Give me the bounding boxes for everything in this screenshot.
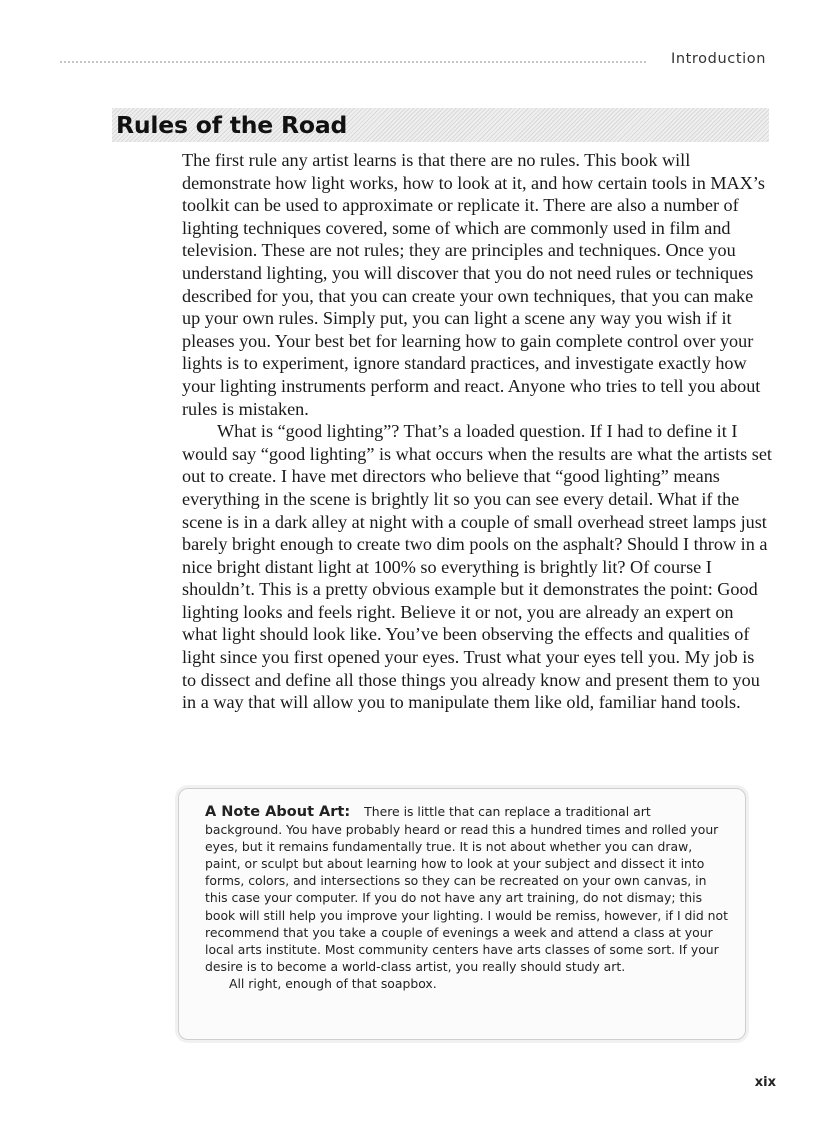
running-head xyxy=(60,50,766,72)
body-text xyxy=(182,149,772,714)
section-heading-band xyxy=(112,108,769,142)
page-number: xix xyxy=(754,1075,776,1090)
running-head-title: Introduction xyxy=(670,51,766,67)
note-box xyxy=(178,788,746,1040)
note-text: There is little that can replace a traditional art background. You have probably heard or read this a hundred times and rolled your eyes, but it remains fundamentally true. It is not about whether you can draw, paint, or sculpt but about learning how to look at your subject and dissect it into forms, colors, and intersections so they can be recreated on your own canvas, in this case your computer. If you do not have any art training, do not dismay; this book will still help you improve your lighting. I would be remiss, however, if I did not recommend that you take a couple of evenings a week and attend a class at your local arts institute. Most community centers have arts classes of some sort. If your desire is to become a world-class artist, you really should study art. xyxy=(205,804,728,974)
note-paragraph xyxy=(205,803,729,975)
note-title: A Note About Art: xyxy=(205,804,351,820)
dotted-leader xyxy=(60,61,646,63)
body-paragraph: What is “good lighting”? That’s a loaded question. If I had to define it I would say “good lighting” is what occurs when the results are what the artists set out to create. I have met directors who believe that “good lighting” means everything in the scene is brightly lit so you can see every detail. What if the scene is in a dark alley at night with a couple of small overhead street lamps just barely bright enough to create two dim pools on the asphalt? Should I throw in a nice bright distant light at 100% so everything is brightly lit? Of course I shouldn’t. This is a pretty obvious example but it demonstrates the point: Good lighting looks and feels right. Believe it or not, you are already an expert on what light should look like. You’ve been observing the effects and qualities of light since you first opened your eyes. Trust what your eyes tell you. My job is to dissect and define all those things you already know and present them to you in a way that will allow you to manipulate them like old, familiar hand tools. xyxy=(182,421,772,713)
body-paragraph: The first rule any artist learns is that there are no rules. This book will demonstrate how light works, how to look at it, and how certain tools in MAX’s toolkit can be used to approximate or replicate it. There are also a number of lighting techniques covered, some of which are commonly used in film and television. These are not rules; they are principles and techniques. Once you understand lighting, you will discover that you do not need rules or techniques described for you, that you can create your own techniques, that you can make up your own rules. Simply put, you can light a scene any way you wish if it pleases you. Your best bet for learning how to gain complete control over your lights is to experiment, ignore standard practices, and investigate exactly how your lighting instruments perform and react. Anyone who tries to tell you about rules is mistaken. xyxy=(182,150,765,419)
note-closing: All right, enough of that soapbox. xyxy=(229,975,437,991)
section-heading: Rules of the Road xyxy=(116,111,348,139)
